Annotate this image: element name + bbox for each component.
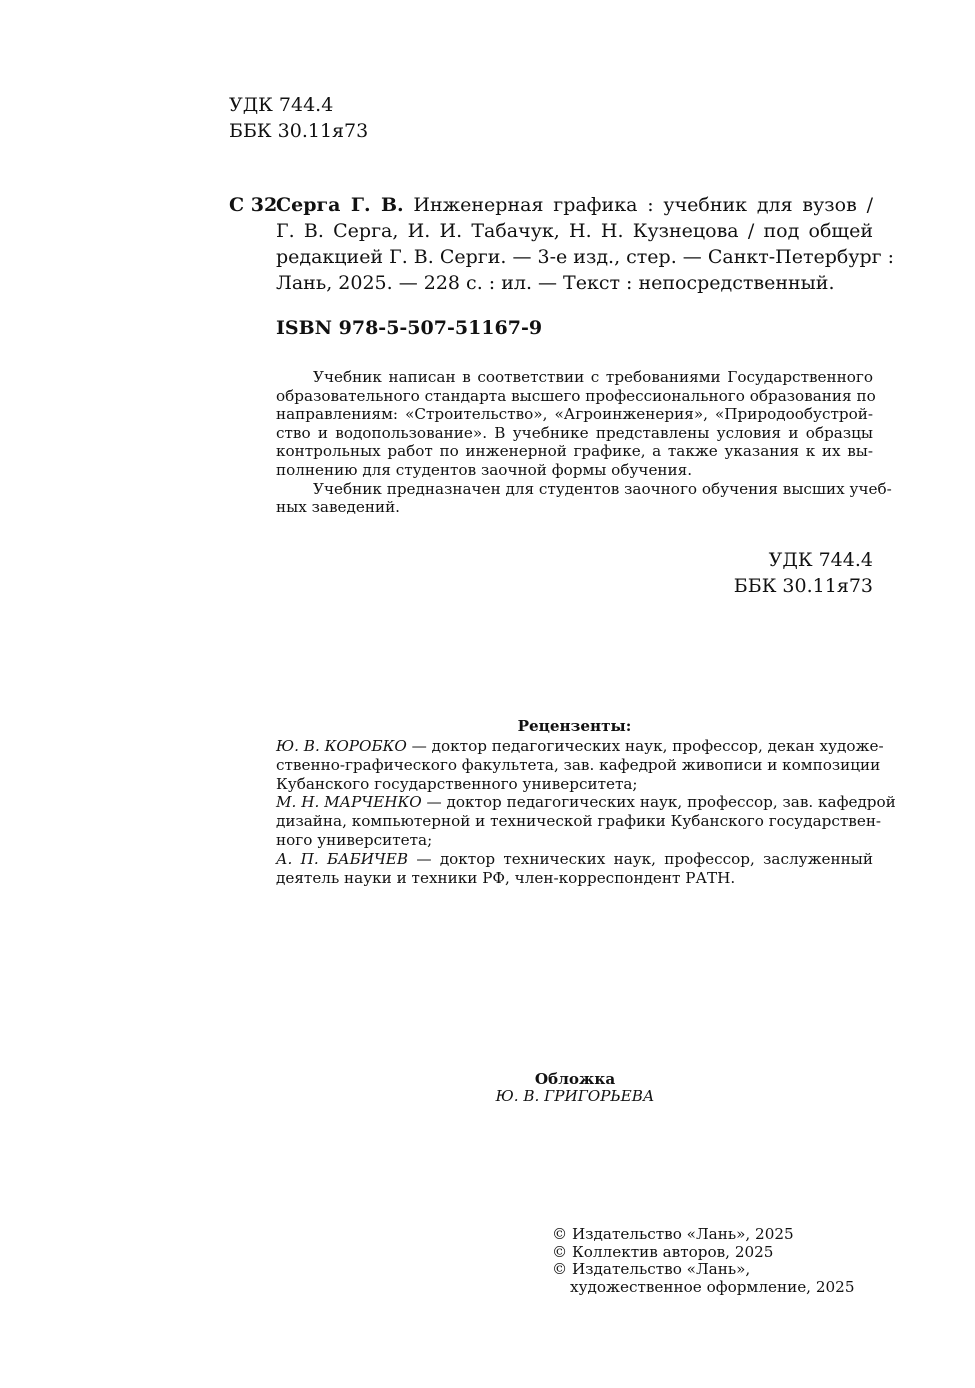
reviewer-1-name: Ю. В. КОРОБКО (276, 737, 407, 755)
reviewer-2-text-1: — доктор педагогических наук, профессор, зав. кафедрой (421, 793, 896, 812)
record-line-2: Г. В. Серга, И. И. Табачук, Н. Н. Кузнецова / под общей (276, 220, 873, 242)
reviewer-1-line-3: Кубанского государственного университета; (276, 774, 638, 793)
copyright-authors: © Коллектив авторов, 2025 (552, 1242, 774, 1261)
record-author: Серга Г. В. (276, 194, 404, 216)
reviewer-1-line-1 (276, 737, 884, 756)
reviewer-1-line-2: ственно-графического факультета, зав. кафедрой живописи и композиции (276, 755, 881, 774)
annotation-line-8: ных заведений. (276, 498, 401, 517)
reviewer-3-line-1 (276, 850, 873, 869)
bibliographic-record (276, 192, 895, 296)
annotation-line-2: образовательного стандарта высшего профессионального образования по (276, 386, 876, 405)
reviewer-2-name: М. Н. МАРЧЕНКО (276, 793, 422, 812)
record-line-1 (276, 192, 873, 218)
reviewer-2-line-2: дизайна, компьютерной и технической графики Кубанского государствен- (276, 812, 882, 831)
reviewers-title: Рецензенты: (517, 717, 632, 735)
annotation (276, 368, 892, 517)
reviewer-3-text-1: — доктор технических наук, профессор, заслуженный (408, 849, 873, 868)
top-udk: УДК 744.4 (229, 94, 334, 116)
bottom-udk: УДК 744.4 (768, 549, 873, 571)
bottom-classification-codes (734, 547, 873, 599)
annotation-line-5: контрольных работ по инженерной графике, а также указания к их вы- (276, 442, 873, 461)
annotation-line-1: Учебник написан в соответствии с требованиями Государственного (313, 368, 873, 386)
cover-credit-title: Обложка (534, 1070, 616, 1088)
reviewer-2-line-3: ного университета; (276, 830, 433, 849)
reviewer-3-line-2: деятель науки и техники РФ, член-корреспондент РАТН. (276, 868, 736, 887)
reviewer-2-line-1 (276, 793, 896, 812)
top-bbk: ББК 30.11я73 (229, 120, 369, 142)
annotation-line-4: ство и водопользование». В учебнике представлены условия и образцы (276, 423, 873, 442)
copyright-design: © Издательство «Лань», (552, 1260, 751, 1279)
reviewer-1-text-1: — доктор педагогических наук, профессор, декан художе- (406, 737, 884, 755)
author-cipher: С 32 (229, 194, 278, 216)
copyright-notices (552, 1226, 855, 1296)
top-classification-codes (229, 92, 368, 144)
annotation-line-6: полнению для студентов заочной формы обучения. (276, 460, 693, 479)
copyright-publisher: © Издательство «Лань», 2025 (552, 1225, 794, 1243)
copyright-design-cont: художественное оформление, 2025 (570, 1277, 855, 1296)
isbn: ISBN 978-5-507-51167-9 (276, 317, 543, 339)
bottom-bbk: ББК 30.11я73 (733, 575, 873, 597)
cover-credit-author: Ю. В. ГРИГОРЬЕВА (495, 1087, 655, 1105)
annotation-line-7: Учебник предназначен для студентов заочного обучения высших учеб- (313, 479, 892, 498)
record-line-4: Лань, 2025. — 228 с. : ил. — Текст : непосредственный. (276, 272, 835, 294)
reviewers-list (276, 737, 896, 887)
record-line-1-text: Инженерная графика : учебник для вузов / (403, 194, 873, 216)
annotation-line-3: направлениям: «Строительство», «Агроинженерия», «Природообустрой- (276, 405, 873, 424)
reviewer-3-name: А. П. БАБИЧЕВ (276, 849, 409, 868)
record-line-3: редакцией Г. В. Серги. — 3-е изд., стер. — Санкт-Петербург : (276, 246, 895, 268)
